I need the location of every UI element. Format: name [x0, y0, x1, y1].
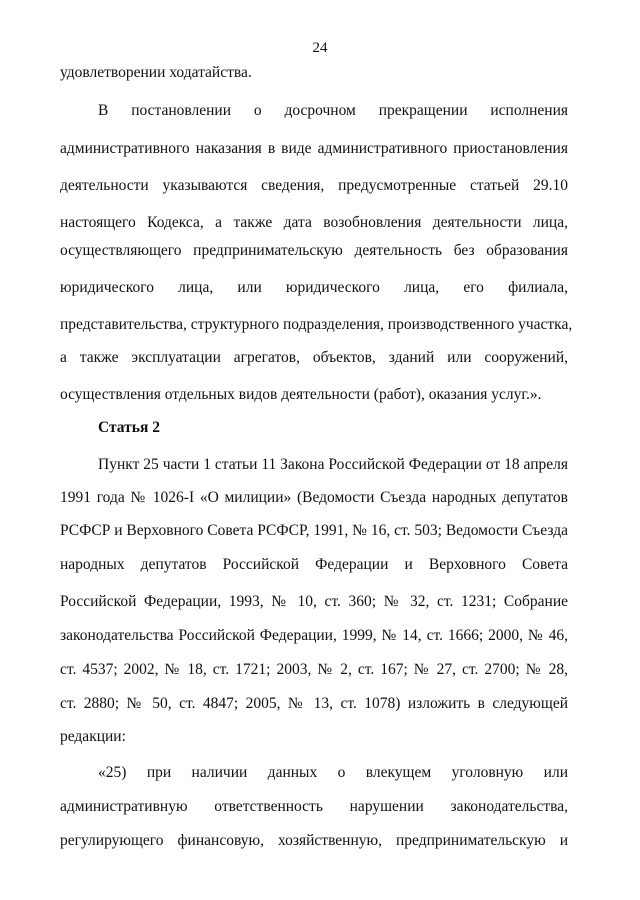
text-line: административного наказания в виде административного приостановления — [60, 140, 568, 157]
text-line: Российской Федерации, 1993, № 10, ст. 360; № 32, ст. 1231; Собрание — [60, 593, 568, 610]
text-line: Пункт 25 части 1 статьи 11 Закона Российской Федерации от 18 апреля — [98, 456, 568, 473]
text-line: осуществляющего предпринимательскую деятельность без образования — [60, 242, 568, 259]
text-line: «25) при наличии данных о влекущем уголовную или — [98, 764, 568, 781]
text-line: а также эксплуатации агрегатов, объектов, зданий или сооружений, — [60, 349, 568, 366]
text-line: регулирующего финансовую, хозяйственную, предпринимательскую и — [60, 832, 568, 849]
text-line: редакции: — [60, 728, 126, 745]
article-heading: Статья 2 — [98, 419, 160, 436]
text-line: народных депутатов Российской Федерации и Верховного Совета — [60, 556, 568, 573]
text-line: 1991 года № 1026-I «О милиции» (Ведомости Съезда народных депутатов — [60, 489, 568, 506]
text-line: юридического лица, или юридического лица, его филиала, — [60, 279, 568, 296]
text-line: ст. 4537; 2002, № 18, ст. 1721; 2003, № 2, ст. 167; № 27, ст. 2700; № 28, — [60, 661, 568, 678]
page-number: 24 — [312, 40, 328, 56]
text-line: РСФСР и Верховного Совета РСФСР, 1991, № 16, ст. 503; Ведомости Съезда — [60, 522, 568, 539]
text-line: В постановлении о досрочном прекращении исполнения — [98, 102, 568, 119]
text-line: представительства, структурного подразделения, производственного участка, — [60, 316, 573, 333]
text-line: удовлетворении ходатайства. — [60, 64, 252, 81]
text-line: настоящего Кодекса, а также дата возобновления деятельности лица, — [60, 214, 568, 231]
text-line: осуществления отдельных видов деятельности (работ), оказания услуг.». — [60, 386, 542, 403]
text-line: законодательства Российской Федерации, 1999, № 14, ст. 1666; 2000, № 46, — [60, 627, 568, 644]
text-line: административную ответственность нарушении законодательства, — [60, 798, 568, 815]
text-line: ст. 2880; № 50, ст. 4847; 2005, № 13, ст. 1078) изложить в следующей — [60, 695, 568, 712]
text-line: деятельности указываются сведения, предусмотренные статьей 29.10 — [60, 177, 568, 194]
